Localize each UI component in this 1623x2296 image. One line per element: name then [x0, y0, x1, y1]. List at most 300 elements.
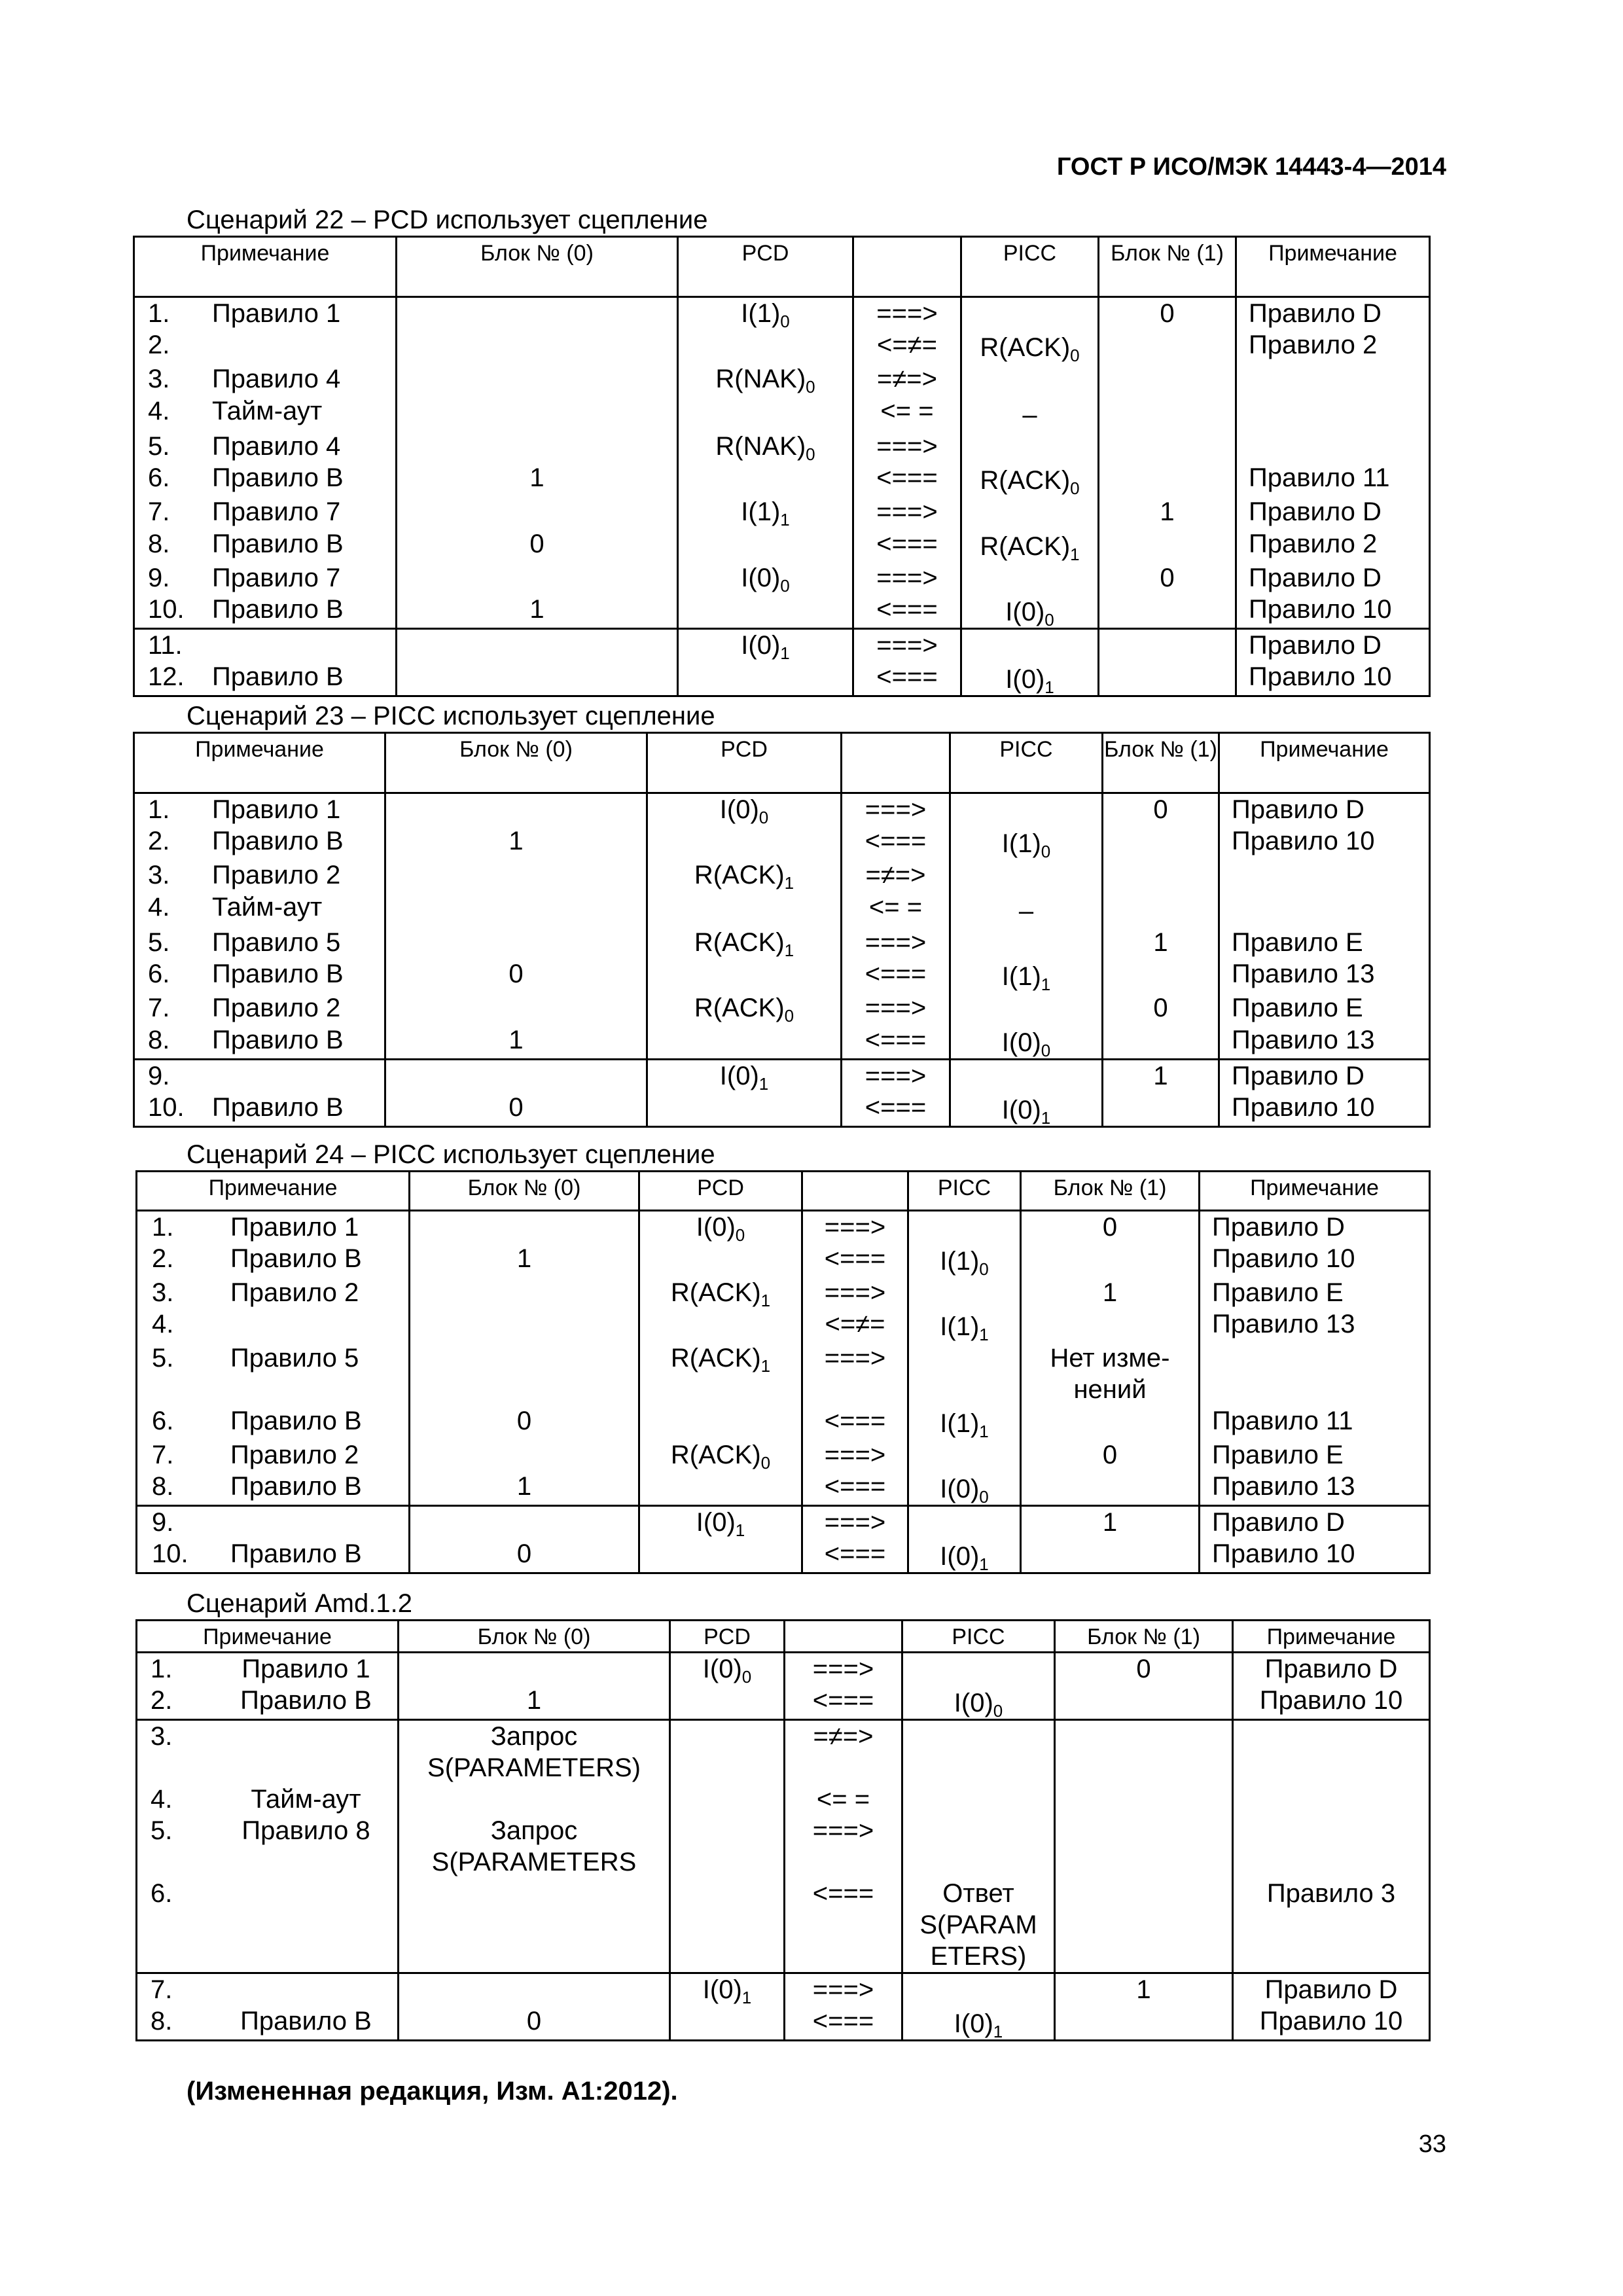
direction-arrow: <=== [785, 2005, 902, 2041]
picc-cell: $I(1)_1$ [908, 1308, 1021, 1342]
table-row [137, 1973, 1430, 2006]
note-cell [137, 1405, 410, 1439]
row-number: 5. [148, 431, 170, 461]
scenario-caption: Сценарий 23 – PICC использует сцепление [187, 702, 715, 730]
column-header [802, 1172, 908, 1211]
block0-cell: 1 [399, 1685, 670, 1720]
pcd-cell: $R(ACK)_1$ [639, 1277, 802, 1308]
table-row [137, 1506, 1430, 1539]
direction-arrow: ===> [853, 562, 961, 594]
pcd-cell [639, 1471, 802, 1506]
result-note-cell: Правило E [1219, 992, 1430, 1024]
picc-cell: $I(1)_1$ [908, 1405, 1021, 1439]
row-number: 7. [152, 1441, 174, 1469]
picc-cell: Ответ S(PARAM ETERS) [902, 1878, 1055, 1973]
block1-cell [1021, 1308, 1200, 1342]
table-row [134, 825, 1430, 859]
block1-cell [1055, 1878, 1233, 1973]
block0-cell [410, 1342, 639, 1405]
result-note-cell: Правило 13 [1200, 1471, 1430, 1506]
result-note-cell: Правило 10 [1236, 661, 1430, 696]
pcd-cell [678, 594, 853, 629]
picc-cell: $I(1)_0$ [908, 1243, 1021, 1277]
picc-cell [961, 297, 1099, 330]
row-note: Правило B [212, 960, 344, 988]
note-cell [137, 1784, 399, 1815]
direction-arrow: <=== [842, 825, 950, 859]
column-header: Примечание [1236, 237, 1430, 297]
result-note-cell: Правило D [1236, 629, 1430, 662]
pcd-cell: $R(NAK)_0$ [678, 431, 853, 463]
result-note-cell: Правило 13 [1219, 1024, 1430, 1060]
note-cell [137, 1973, 399, 2006]
table-row [134, 793, 1430, 826]
column-header: Блок № (0) [397, 237, 678, 297]
picc-cell: $I(0)_0$ [950, 1024, 1103, 1060]
column-header: Блок № (0) [385, 733, 647, 793]
block0-cell [399, 1878, 670, 1973]
note-cell [137, 1211, 410, 1244]
block1-cell [1103, 958, 1219, 992]
block0-cell [410, 1308, 639, 1342]
note-cell [134, 462, 397, 496]
result-note-cell: Правило 10 [1233, 1685, 1430, 1720]
table-row [134, 395, 1430, 431]
row-number: 2. [151, 1686, 173, 1715]
direction-arrow: <=== [853, 462, 961, 496]
column-header: PCD [678, 237, 853, 297]
page-number: 33 [1418, 2130, 1446, 2158]
note-cell [137, 1653, 399, 1685]
direction-arrow: <=== [853, 661, 961, 696]
block0-cell [385, 992, 647, 1024]
result-note-cell: Правило E [1200, 1439, 1430, 1471]
column-header: PCD [647, 733, 842, 793]
direction-arrow: <=== [802, 1405, 908, 1439]
block0-cell: 0 [385, 1092, 647, 1127]
direction-arrow: ===> [785, 1653, 902, 1685]
pcd-cell: $I(0)_1$ [639, 1506, 802, 1539]
pcd-cell: $R(ACK)_1$ [639, 1342, 802, 1405]
pcd-cell [647, 1092, 842, 1127]
block1-cell [1021, 1243, 1200, 1277]
row-number: 10. [152, 1539, 188, 1568]
column-header [785, 1621, 902, 1653]
block1-cell [1103, 1092, 1219, 1127]
block0-cell [385, 793, 647, 826]
direction-arrow: <=== [842, 1024, 950, 1060]
picc-cell [902, 1973, 1055, 2006]
direction-arrow: <=== [842, 958, 950, 992]
row-number: 6. [148, 463, 170, 492]
result-note-cell: Правило D [1200, 1211, 1430, 1244]
row-number: 6. [148, 960, 170, 988]
table-row [137, 2005, 1430, 2041]
table-row [137, 1211, 1430, 1244]
row-number: 8. [152, 1472, 174, 1501]
row-note: Правило B [212, 1025, 344, 1054]
block0-cell [397, 661, 678, 696]
result-note-cell: Правило E [1219, 927, 1430, 959]
scenario-table [135, 1170, 1431, 1574]
table-row [134, 927, 1430, 959]
table-row [134, 891, 1430, 927]
note-cell [134, 825, 385, 859]
table-row [137, 1538, 1430, 1573]
table-row [134, 1059, 1430, 1092]
block0-cell [399, 1784, 670, 1815]
result-note-cell: Правило 10 [1200, 1243, 1430, 1277]
table-row [137, 1405, 1430, 1439]
result-note-cell [1233, 1784, 1430, 1815]
block1-cell [1099, 395, 1236, 431]
row-note: Тайм-аут [212, 396, 323, 425]
table-row [134, 1092, 1430, 1127]
row-number: 4. [152, 1310, 174, 1338]
block1-cell [1103, 891, 1219, 927]
row-note: Правило B [212, 827, 344, 855]
pcd-cell [647, 891, 842, 927]
block1-cell [1099, 629, 1236, 662]
table-row [134, 528, 1430, 562]
result-note-cell: Правило 10 [1200, 1538, 1430, 1573]
row-number: 4. [148, 396, 170, 425]
row-note: Правило B [212, 595, 344, 624]
note-cell [134, 594, 397, 629]
row-number: 9. [148, 563, 170, 592]
table-row [134, 329, 1430, 363]
direction-arrow: ===> [853, 629, 961, 662]
block0-cell [397, 329, 678, 363]
scenario-caption: Сценарий Amd.1.2 [187, 1589, 412, 1618]
note-cell [137, 1471, 410, 1506]
scenario-caption: Сценарий 24 – PICC использует сцепление [187, 1140, 715, 1169]
result-note-cell: Правило D [1219, 1059, 1430, 1092]
pcd-cell [670, 2005, 785, 2041]
pcd-cell: $R(NAK)_0$ [678, 363, 853, 395]
scenario-caption: Сценарий 22 – PCD использует сцепление [187, 206, 708, 234]
row-note: Правило B [230, 1539, 362, 1568]
row-note: Правило 8 [241, 1816, 370, 1845]
block1-cell: 1 [1055, 1973, 1233, 2006]
note-cell [134, 793, 385, 826]
table-header-row [134, 733, 1430, 793]
table-row [134, 297, 1430, 330]
row-number: 8. [151, 2007, 173, 2036]
result-note-cell: Правило 2 [1236, 329, 1430, 363]
column-header [853, 237, 961, 297]
picc-cell [950, 859, 1103, 891]
block1-cell: 0 [1099, 562, 1236, 594]
row-note: Правило 1 [212, 299, 341, 328]
note-cell [134, 395, 397, 431]
direction-arrow: <=== [853, 594, 961, 629]
block1-cell [1103, 1024, 1219, 1060]
direction-arrow: ===> [842, 1059, 950, 1092]
block1-cell [1099, 661, 1236, 696]
note-cell [134, 859, 385, 891]
direction-arrow: <=== [842, 1092, 950, 1127]
picc-cell: $I(0)_1$ [902, 2005, 1055, 2041]
block1-cell: 0 [1021, 1211, 1200, 1244]
block1-cell: 1 [1103, 1059, 1219, 1092]
pcd-cell: $I(1)_1$ [678, 496, 853, 528]
note-cell [134, 1024, 385, 1060]
picc-cell: $I(0)_0$ [908, 1471, 1021, 1506]
block0-cell: 1 [397, 462, 678, 496]
table-row [134, 462, 1430, 496]
column-header [842, 733, 950, 793]
direction-arrow: <=== [785, 1878, 902, 1973]
block0-cell [397, 395, 678, 431]
block0-cell: 0 [399, 2005, 670, 2041]
row-number: 8. [148, 529, 170, 558]
result-note-cell: Правило E [1200, 1277, 1430, 1308]
row-note: Правило B [230, 1472, 362, 1501]
pcd-cell: $I(0)_1$ [670, 1973, 785, 2006]
picc-cell: $I(0)_0$ [902, 1685, 1055, 1720]
table-row [137, 1685, 1430, 1720]
block0-cell [397, 496, 678, 528]
row-note: Правило 1 [230, 1213, 359, 1242]
block0-cell [397, 297, 678, 330]
block1-cell: 0 [1021, 1439, 1200, 1471]
pcd-cell: $I(0)_1$ [678, 629, 853, 662]
block1-cell [1103, 825, 1219, 859]
column-header: Примечание [134, 237, 397, 297]
direction-arrow: <=== [785, 1685, 902, 1720]
column-header: PCD [670, 1621, 785, 1653]
note-cell [134, 363, 397, 395]
column-header: Примечание [134, 733, 385, 793]
block0-cell [385, 927, 647, 959]
pcd-cell [678, 462, 853, 496]
block0-cell [385, 1059, 647, 1092]
pcd-cell: $I(0)_0$ [670, 1653, 785, 1685]
row-number: 5. [152, 1344, 174, 1372]
picc-cell [950, 1059, 1103, 1092]
table-header-row [137, 1621, 1430, 1653]
note-cell [134, 496, 397, 528]
row-note: Правило B [230, 1244, 362, 1273]
row-number: 11. [148, 631, 183, 660]
row-number: 5. [151, 1816, 173, 1845]
table-row [137, 1784, 1430, 1815]
direction-arrow: ===> [853, 297, 961, 330]
picc-cell: $I(0)_1$ [961, 661, 1099, 696]
pcd-cell [639, 1308, 802, 1342]
table-row [134, 958, 1430, 992]
block1-cell: 1 [1099, 496, 1236, 528]
column-header: Примечание [1200, 1172, 1430, 1211]
row-number: 1. [152, 1213, 174, 1242]
note-cell [134, 329, 397, 363]
result-note-cell [1233, 1815, 1430, 1878]
direction-arrow: <=== [802, 1243, 908, 1277]
row-number: 2. [148, 827, 170, 855]
row-note: Правило B [240, 1686, 372, 1715]
table-row [137, 1471, 1430, 1506]
picc-cell [902, 1653, 1055, 1685]
block0-cell: 1 [385, 1024, 647, 1060]
direction-arrow: ===> [853, 431, 961, 463]
picc-cell: $I(1)_0$ [950, 825, 1103, 859]
block0-cell [385, 891, 647, 927]
table-row [134, 496, 1430, 528]
result-note-cell [1233, 1720, 1430, 1784]
table-row [134, 661, 1430, 696]
row-number: 1. [148, 299, 170, 328]
row-note: Правило 2 [212, 861, 341, 889]
picc-cell [908, 1277, 1021, 1308]
block1-cell: Нет изме- нений [1021, 1342, 1200, 1405]
block0-cell [410, 1277, 639, 1308]
row-number: 3. [152, 1278, 174, 1307]
column-header: PICC [908, 1172, 1021, 1211]
picc-cell [950, 927, 1103, 959]
block0-cell: 1 [397, 594, 678, 629]
note-cell [137, 1506, 410, 1539]
note-cell [137, 1815, 399, 1878]
column-header: PICC [950, 733, 1103, 793]
pcd-cell [678, 395, 853, 431]
result-note-cell [1236, 395, 1430, 431]
row-note: Тайм-аут [212, 892, 323, 922]
block1-cell [1055, 1685, 1233, 1720]
result-note-cell: Правило 10 [1219, 1092, 1430, 1127]
row-note: Правило 5 [212, 927, 341, 957]
note-cell [134, 297, 397, 330]
column-header: Блок № (1) [1021, 1172, 1200, 1211]
table-row [134, 859, 1430, 891]
note-cell [134, 431, 397, 463]
block0-cell [410, 1211, 639, 1244]
result-note-cell: Правило D [1233, 1973, 1430, 2006]
direction-arrow: =≠=> [785, 1720, 902, 1784]
table-row [134, 629, 1430, 662]
row-number: 2. [152, 1244, 174, 1273]
row-number: 5. [148, 927, 170, 957]
pcd-cell: $R(ACK)_0$ [647, 992, 842, 1024]
table-row [137, 1277, 1430, 1308]
column-header: Блок № (0) [410, 1172, 639, 1211]
note-cell [137, 1308, 410, 1342]
block1-cell: 0 [1055, 1653, 1233, 1685]
column-header: Блок № (1) [1103, 733, 1219, 793]
row-note: Правило B [212, 463, 344, 492]
row-note: Правило 4 [212, 431, 341, 461]
pcd-cell: $I(0)_0$ [678, 562, 853, 594]
result-note-cell: Правило 11 [1200, 1405, 1430, 1439]
result-note-cell: Правило D [1236, 562, 1430, 594]
block0-cell [397, 363, 678, 395]
note-cell [137, 1342, 410, 1405]
picc-cell [908, 1211, 1021, 1244]
picc-cell [902, 1815, 1055, 1878]
block1-cell [1021, 1471, 1200, 1506]
table-row [137, 1653, 1430, 1685]
direction-arrow: <= = [853, 395, 961, 431]
row-number: 4. [151, 1785, 173, 1814]
column-header: PICC [902, 1621, 1055, 1653]
note-cell [134, 891, 385, 927]
block1-cell: 1 [1021, 1277, 1200, 1308]
row-note: Тайм-аут [251, 1785, 361, 1814]
pcd-cell [678, 661, 853, 696]
direction-arrow: <=≠= [853, 329, 961, 363]
result-note-cell: Правило 13 [1200, 1308, 1430, 1342]
picc-cell [961, 496, 1099, 528]
table-row [134, 363, 1430, 395]
picc-cell: – [950, 891, 1103, 927]
scenario-table [133, 236, 1431, 697]
block1-cell: 1 [1103, 927, 1219, 959]
block0-cell: 0 [410, 1538, 639, 1573]
direction-arrow: ===> [802, 1277, 908, 1308]
block0-cell: 1 [410, 1243, 639, 1277]
row-note: Правило B [212, 1092, 344, 1122]
note-cell [134, 992, 385, 1024]
column-header: Блок № (0) [399, 1621, 670, 1653]
row-number: 2. [148, 331, 170, 359]
result-note-cell [1236, 363, 1430, 395]
table-row [134, 1024, 1430, 1060]
row-number: 8. [148, 1025, 170, 1054]
pcd-cell [670, 1720, 785, 1784]
pcd-cell [678, 329, 853, 363]
result-note-cell [1219, 891, 1430, 927]
table-row [137, 1878, 1430, 1973]
direction-arrow: ===> [842, 793, 950, 826]
pcd-cell [670, 1784, 785, 1815]
direction-arrow: ===> [785, 1815, 902, 1878]
picc-cell: $R(ACK)_0$ [961, 329, 1099, 363]
block1-cell [1055, 2005, 1233, 2041]
table-row [137, 1439, 1430, 1471]
block0-cell [410, 1439, 639, 1471]
result-note-cell: Правило 10 [1219, 825, 1430, 859]
block1-cell [1055, 1720, 1233, 1784]
row-note: Правило 2 [230, 1441, 359, 1469]
block0-cell: Запрос S(PARAMETERS [399, 1815, 670, 1878]
column-header: Примечание [1233, 1621, 1430, 1653]
block0-cell [397, 629, 678, 662]
result-note-cell [1219, 859, 1430, 891]
result-note-cell: Правило D [1200, 1506, 1430, 1539]
picc-cell: $R(ACK)_1$ [961, 528, 1099, 562]
pcd-cell [647, 825, 842, 859]
pcd-cell [639, 1405, 802, 1439]
note-cell [134, 661, 397, 696]
block1-cell [1099, 363, 1236, 395]
pcd-cell: $I(1)_0$ [678, 297, 853, 330]
row-note: Правило 2 [230, 1278, 359, 1307]
block0-cell [385, 859, 647, 891]
column-header: PICC [961, 237, 1099, 297]
column-header: Блок № (1) [1055, 1621, 1233, 1653]
row-number: 10. [148, 1092, 185, 1122]
row-note: Правило B [230, 1407, 362, 1435]
picc-cell: $I(0)_1$ [950, 1092, 1103, 1127]
note-cell [134, 528, 397, 562]
row-number: 6. [151, 1879, 173, 1908]
scenario-table [133, 732, 1431, 1128]
result-note-cell: Правило 2 [1236, 528, 1430, 562]
result-note-cell: Правило 10 [1233, 2005, 1430, 2041]
result-note-cell: Правило D [1219, 793, 1430, 826]
pcd-cell [670, 1685, 785, 1720]
result-note-cell: Правило 13 [1219, 958, 1430, 992]
